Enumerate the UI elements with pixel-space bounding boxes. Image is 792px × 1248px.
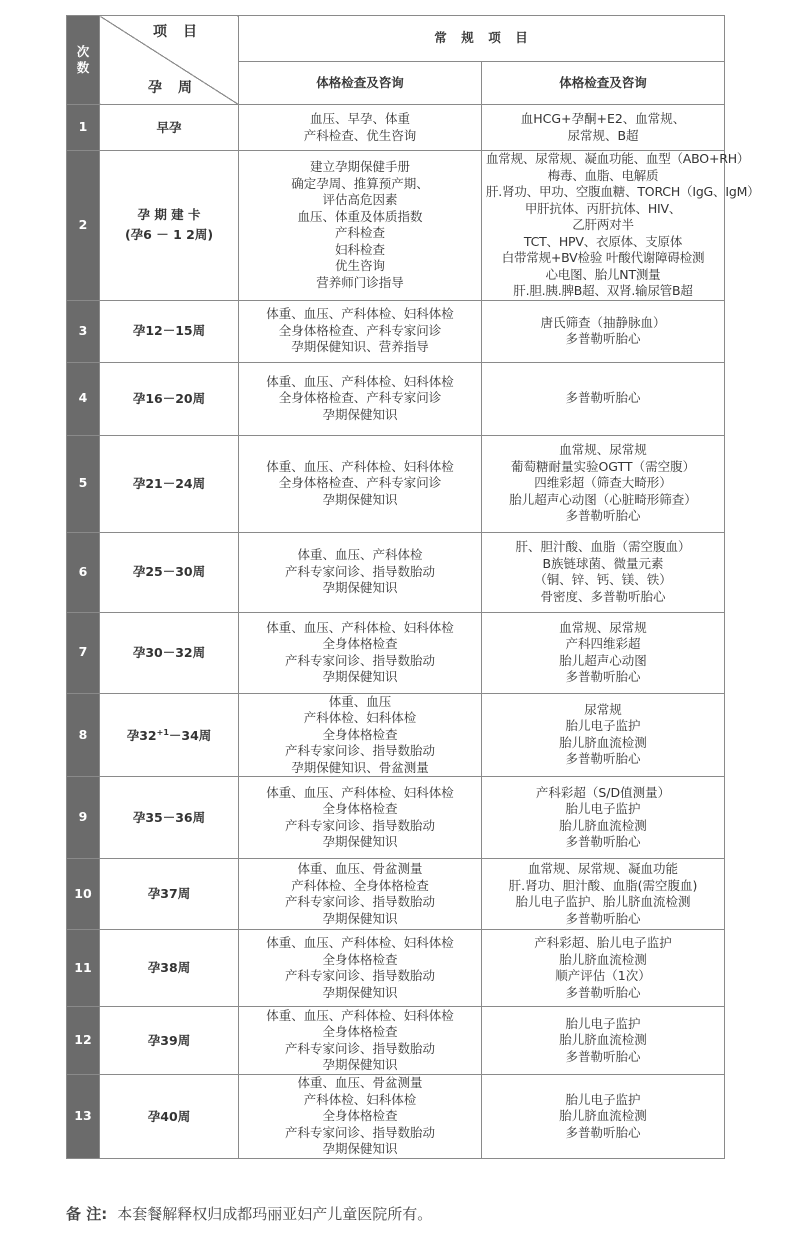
exam-items-cell: [482, 777, 725, 859]
exam-consult-cell-line: 全身体格检查: [322, 801, 398, 816]
gestational-week: [100, 612, 239, 693]
visit-number: 8: [67, 693, 100, 777]
exam-items-cell-line: 唐氏筛查（抽静脉血）: [540, 314, 666, 330]
exam-consult-cell-line: 孕期保健知识: [322, 1057, 398, 1072]
table-row: [67, 1075, 725, 1159]
exam-consult-cell-line: 全身体格检查: [322, 951, 398, 967]
exam-consult-cell: [239, 930, 482, 1007]
exam-items-cell-line: 尿常规: [584, 701, 622, 717]
exam-items-cell-line: 胎儿脐血流检测: [559, 1032, 647, 1048]
exam-consult-cell: [239, 532, 482, 612]
table-row: [67, 532, 725, 612]
exam-items-cell-line: （铜、锌、钙、镁、铁）: [534, 572, 672, 587]
number-header-char-1: 次: [76, 43, 90, 59]
exam-items-cell: [482, 859, 725, 930]
exam-consult-cell-line: 全身体格检查: [322, 1024, 398, 1039]
exam-consult-cell-line: 孕期保健知识: [322, 406, 398, 422]
table-row: [67, 435, 725, 532]
exam-items-cell: [482, 151, 760, 301]
exam-items-cell-line: 血常规、尿常规、凝血功能: [528, 861, 679, 876]
table-row: [67, 930, 725, 1007]
table-row: [67, 612, 725, 693]
exam-consult-cell: [239, 1075, 482, 1159]
exam-consult-cell-line: 体重、血压、产科体检、妇科体检: [266, 619, 454, 635]
exam-items-cell: [482, 930, 725, 1007]
table-row: [67, 151, 725, 301]
exam-items-cell-line: 乙肝两对半: [572, 217, 634, 232]
exam-items-cell-line: 白带常规+BV检验 叶酸代谢障碍检测: [501, 250, 705, 265]
gestational-week-line: 孕35－36周: [132, 809, 206, 825]
exam-consult-cell-line: 体重、血压、骨盆测量: [297, 1075, 423, 1091]
exam-items-cell-line: 多普勒听胎心: [565, 1124, 641, 1140]
prenatal-schedule-table: [66, 15, 760, 1159]
gestational-week: [100, 435, 239, 532]
exam-items-cell-line: 血常规、尿常规、凝血功能、血型（ABO+RH）: [486, 151, 750, 166]
diagonal-header-week: 孕 周: [148, 79, 193, 96]
visit-number: 1: [67, 105, 100, 151]
exam-consult-cell-line: 确定孕周、推算预产期、: [291, 175, 429, 191]
exam-items-cell-line: 骨密度、多普勒听胎心: [540, 588, 666, 604]
gestational-week-line: 孕21－24周: [132, 475, 206, 491]
gestational-week-line: 孕16－20周: [132, 390, 206, 406]
exam-consult-cell-line: 孕期保健知识、营养指导: [291, 339, 429, 355]
exam-items-cell-line: 胎儿电子监护、胎儿脐血流检测: [515, 894, 691, 909]
exam-consult-cell-line: 产科检查、优生咨询: [303, 127, 417, 143]
exam-items-cell-line: 胎儿脐血流检测: [559, 1108, 647, 1124]
exam-consult-cell: [239, 435, 482, 532]
routine-items-header: 常 规 项 目: [239, 16, 725, 62]
exam-items-cell-line: 顺产评估（1次）: [555, 968, 651, 983]
footnote: [66, 1203, 432, 1224]
exam-items-cell: [482, 612, 725, 693]
gestational-week-line: 孕12－15周: [132, 323, 206, 338]
gestational-week-line: 早孕: [156, 119, 182, 135]
diagonal-header-cell: [100, 16, 239, 105]
exam-consult-cell-line: 全身体格检查: [322, 726, 398, 742]
exam-consult-cell-line: 血压、早孕、体重: [309, 111, 410, 126]
exam-consult-cell-line: 产科检查: [334, 225, 385, 241]
exam-items-cell-line: 血HCG+孕酮+E2、血常规、: [520, 111, 686, 126]
exam-consult-cell-line: 孕期保健知识: [322, 491, 398, 507]
exam-items-cell-line: 产科彩超（S/D值测量）: [535, 784, 671, 800]
exam-consult-cell-line: 体重、血压: [328, 693, 392, 709]
gestational-week-start: 孕32: [126, 728, 157, 744]
exam-consult-cell-line: 优生咨询: [334, 258, 385, 274]
exam-items-cell-line: 产科彩超、胎儿电子监护: [534, 935, 672, 950]
exam-consult-cell-line: 体重、血压、产科体检、妇科体检: [266, 784, 454, 800]
exam-consult-cell: [239, 777, 482, 859]
exam-consult-cell-line: 体重、血压、骨盆测量: [297, 861, 423, 876]
exam-consult-cell-line: 全身体格检查: [322, 1108, 398, 1124]
exam-consult-cell: [239, 612, 482, 693]
gestational-week: [100, 859, 239, 930]
gestational-week-line: 孕40周: [147, 1108, 191, 1124]
exam-consult-cell-line: 血压、体重及体质指数: [297, 208, 423, 224]
exam-items-cell-line: 胎儿电子监护: [565, 1015, 641, 1031]
gestational-week: [100, 930, 239, 1007]
exam-consult-cell-line: 全身体格检查、产科专家问诊: [278, 475, 442, 491]
exam-consult-cell-line: 孕期保健知识: [322, 834, 398, 849]
exam-items-cell-line: 肝.肾功、甲功、空腹血糖、TORCH（IgG、IgM）: [486, 184, 760, 199]
table-row: [67, 1007, 725, 1075]
exam-consult-cell: [239, 105, 482, 151]
table-row: [67, 859, 725, 930]
exam-items-cell-line: 胎儿电子监护: [565, 718, 641, 734]
exam-consult-cell-line: 产科专家问诊、指导数胎动: [284, 563, 435, 579]
exam-consult-cell-line: 全身体格检查、产科专家问诊: [278, 390, 442, 406]
exam-items-cell-line: 多普勒听胎心: [565, 331, 641, 346]
exam-items-cell-line: 多普勒听胎心: [565, 669, 641, 684]
visit-number: 12: [67, 1007, 100, 1075]
exam-consult-cell-line: 体重、血压、产科体检、妇科体检: [266, 1007, 454, 1023]
gestational-week-line: 孕37周: [147, 886, 191, 901]
exam-items-cell-line: 心电图、胎儿NT测量: [545, 266, 661, 282]
exam-consult-cell-line: 产科专家问诊、指导数胎动: [284, 817, 435, 833]
gestational-week-line: 孕25－30周: [132, 564, 206, 579]
exam-items-cell-line: 产科四维彩超: [565, 636, 641, 651]
exam-items-cell: [482, 105, 725, 151]
gestational-week-line: 孕 期 建 卡: [137, 207, 201, 223]
gestational-week: [100, 105, 239, 151]
exam-items-cell-line: 血常规、尿常规: [559, 619, 647, 635]
gestational-week: [100, 300, 239, 362]
exam-items-cell-line: 胎儿脐血流检测: [559, 734, 647, 750]
exam-items-cell-line: 胎儿电子监护: [565, 1091, 641, 1107]
exam-consult-cell-line: 产科体检、妇科体检: [303, 1091, 417, 1107]
exam-items-cell-line: 尿常规、B超: [567, 127, 639, 143]
exam-items-cell: [482, 300, 725, 362]
visit-number: 13: [67, 1075, 100, 1159]
gestational-week: [100, 362, 239, 435]
visit-number: 5: [67, 435, 100, 532]
table-row: [67, 693, 725, 777]
exam-consult-cell-line: 评估高危因素: [322, 192, 398, 208]
gestational-week-line: (孕6 － 1 2周): [124, 227, 214, 243]
table-row: [67, 105, 725, 151]
gestational-week: [100, 1007, 239, 1075]
exam-consult-cell-line: 产科专家问诊、指导数胎动: [284, 1040, 435, 1056]
exam-items-cell-line: TCT、HPV、衣原体、支原体: [523, 233, 683, 249]
exam-items-cell-line: 梅毒、血脂、电解质: [547, 167, 659, 183]
exam-items-cell-line: 胎儿脐血流检测: [559, 817, 647, 833]
exam-items-cell: [482, 362, 725, 435]
table-row: [67, 362, 725, 435]
exam-consult-cell-line: 全身体格检查: [322, 636, 398, 651]
visit-number: 4: [67, 362, 100, 435]
exam-consult-cell-line: 体重、血压、产科体检: [297, 547, 423, 563]
column-header-1: 体格检查及咨询: [239, 62, 482, 105]
column-header-2: 体格检查及咨询: [482, 62, 725, 105]
exam-consult-cell-line: 孕期保健知识: [322, 580, 398, 596]
gestational-week: [100, 1075, 239, 1159]
exam-consult-cell-line: 孕期保健知识: [322, 984, 398, 1000]
exam-items-cell-line: B族链球菌、微量元素: [542, 555, 664, 571]
number-column-header: [67, 16, 100, 105]
exam-items-cell-line: 胎儿脐血流检测: [559, 951, 647, 967]
exam-consult-cell-line: 孕期保健知识: [322, 1141, 398, 1157]
gestational-week-superscript: +1: [156, 727, 169, 737]
exam-consult-cell-line: 体重、血压、产科体检、妇科体检: [266, 935, 454, 950]
gestational-week: [100, 532, 239, 612]
visit-number: 6: [67, 532, 100, 612]
footnote-text: 本套餐解释权归成都玛丽亚妇产儿童医院所有。: [117, 1205, 433, 1223]
exam-consult-cell-line: 产科专家问诊、指导数胎动: [284, 1124, 435, 1140]
exam-items-cell: [482, 532, 725, 612]
exam-items-cell-line: 肝、胆汁酸、血脂（需空腹血）: [515, 539, 691, 554]
table-row: [67, 777, 725, 859]
exam-items-cell-line: 肝.肾功、胆汁酸、血脂(需空腹血): [508, 877, 698, 893]
exam-items-cell-line: 四维彩超（筛查大畸形）: [534, 475, 672, 491]
exam-items-cell-line: 甲肝抗体、丙肝抗体、HIV、: [524, 200, 682, 216]
exam-items-cell-line: 胎儿超声心动图: [559, 652, 647, 668]
exam-consult-cell: [239, 859, 482, 930]
exam-consult-cell-line: 产科专家问诊、指导数胎动: [284, 743, 435, 758]
gestational-week-line: 孕39周: [147, 1032, 191, 1048]
exam-consult-cell-line: 建立孕期保健手册: [309, 159, 410, 175]
exam-consult-cell-line: 孕期保健知识、骨盆测量: [291, 759, 429, 775]
exam-items-cell-line: 多普勒听胎心: [565, 984, 641, 1000]
exam-consult-cell-line: 产科体检、妇科体检: [303, 710, 417, 725]
exam-consult-cell-line: 体重、血压、产科体检、妇科体检: [266, 306, 454, 322]
exam-items-cell-line: 多普勒听胎心: [565, 1048, 641, 1064]
exam-consult-cell-line: 产科专家问诊、指导数胎动: [284, 968, 435, 983]
exam-consult-cell-line: 体重、血压、产科体检、妇科体检: [266, 373, 454, 389]
exam-items-cell-line: 葡萄糖耐量实验OGTT（需空腹）: [510, 458, 696, 474]
gestational-week: [100, 693, 239, 777]
visit-number: 7: [67, 612, 100, 693]
visit-number: 10: [67, 859, 100, 930]
exam-consult-cell-line: 孕期保健知识: [322, 669, 398, 684]
exam-consult-cell-line: 产科体检、全身体格检查: [291, 877, 429, 893]
exam-consult-cell-line: 产科专家问诊、指导数胎动: [284, 894, 435, 909]
gestational-week-line: 孕38周: [147, 960, 191, 975]
exam-consult-cell-line: 体重、血压、产科体检、妇科体检: [266, 458, 454, 474]
visit-number: 11: [67, 930, 100, 1007]
exam-consult-cell-line: 产科专家问诊、指导数胎动: [284, 652, 435, 668]
exam-consult-cell-line: 孕期保健知识: [322, 910, 398, 926]
exam-consult-cell: [239, 693, 482, 777]
footnote-label: 备 注:: [66, 1205, 108, 1223]
exam-items-cell: [482, 1007, 725, 1075]
visit-number: 3: [67, 300, 100, 362]
exam-consult-cell: [239, 362, 482, 435]
exam-consult-cell: [239, 1007, 482, 1075]
diagonal-header-item: 项 目: [153, 24, 198, 40]
exam-items-cell-line: 肝.胆.胰.脾B超、双肾.输尿管B超: [513, 283, 693, 298]
exam-consult-cell-line: 营养师门诊指导: [316, 274, 404, 290]
exam-items-cell-line: 胎儿电子监护: [565, 801, 641, 816]
exam-consult-cell: [239, 300, 482, 362]
gestational-week-end: －34周: [168, 728, 212, 744]
exam-items-cell-line: 血常规、尿常规: [559, 442, 647, 458]
exam-items-cell: [482, 1075, 725, 1159]
exam-items-cell-line: 多普勒听胎心: [565, 390, 641, 406]
exam-items-cell-line: 多普勒听胎心: [565, 834, 641, 849]
exam-consult-cell-line: 全身体格检查、产科专家问诊: [278, 322, 442, 338]
table-row: [67, 300, 725, 362]
exam-items-cell-line: 多普勒听胎心: [565, 910, 641, 926]
number-header-char-2: 数: [76, 60, 90, 75]
exam-items-cell-line: 胎儿超声心动图（心脏畸形筛查）: [509, 491, 697, 507]
visit-number: 2: [67, 151, 100, 301]
exam-items-cell: [482, 693, 725, 777]
gestational-week-line: 孕30－32周: [132, 644, 206, 660]
gestational-week: [100, 151, 239, 301]
exam-items-cell: [482, 435, 725, 532]
visit-number: 9: [67, 777, 100, 859]
exam-consult-cell: [239, 151, 482, 301]
exam-consult-cell-line: 妇科检查: [334, 241, 385, 257]
exam-items-cell-line: 多普勒听胎心: [565, 751, 641, 767]
gestational-week: [100, 777, 239, 859]
exam-items-cell-line: 多普勒听胎心: [565, 508, 641, 524]
